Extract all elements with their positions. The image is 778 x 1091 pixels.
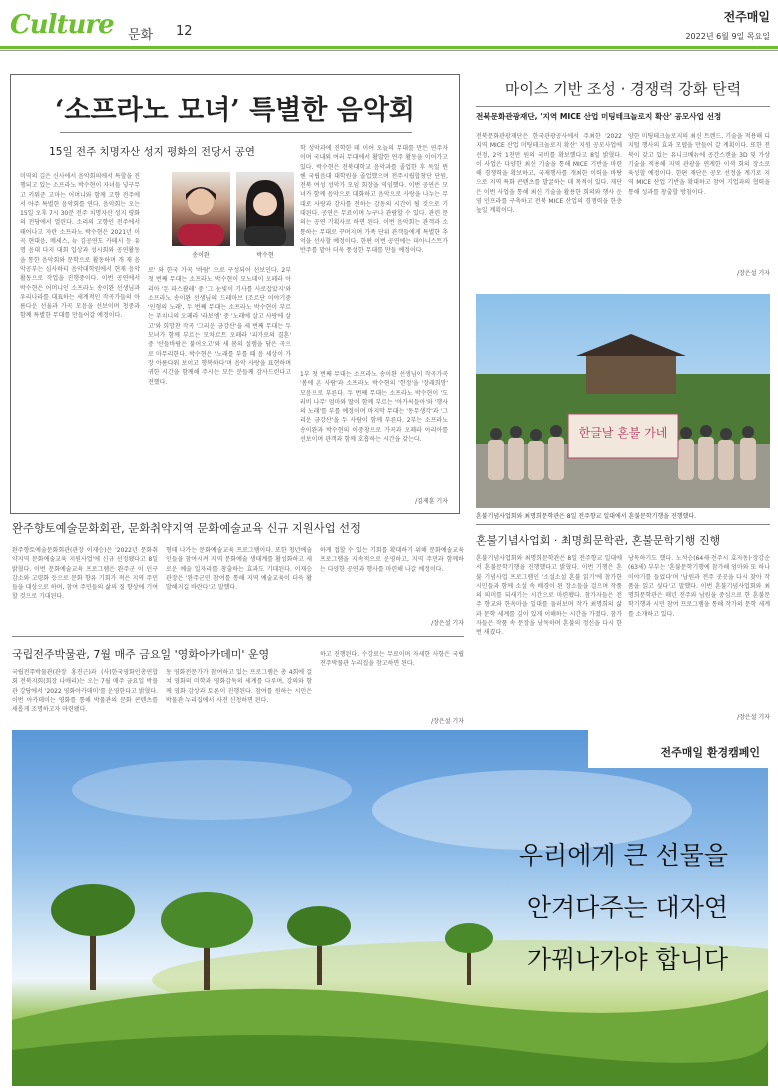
- hon-col-2: 낭독하기도 했다. 노석승(64세·전주시 효자동)·장강순(63세) 부부는 '혼불문학기행에 참가해 엄마와 또 하나 이야기를 들었다'며 '남원과 전주 곳곳을 다시 찾아 작품을 읽고 싶다'고 말했다. 이번 혼불기념사업회와 최명희문학관은 매년 전주와 남원을 중심으로 한 혼불문학기행과 시민 참여 프로그램을 통해 작가의 문학 세계를 소개하고 있다.: [628, 555, 770, 618]
- wanju-bottom-rule: [12, 636, 464, 637]
- soprano-headline-rule: [60, 132, 412, 133]
- group-photo-caption: 혼불기념사업회와 최명희문학관은 8일 전주향교 일대에서 혼불문학기행을 진행했다.: [476, 513, 697, 520]
- ad-line-3: 가꿔나가야 합니다: [526, 945, 728, 974]
- ad-line-2: 안겨다주는 대자연: [526, 893, 728, 922]
- wanju-col-3: 하게 접할 수 있는 기회를 확대하기 위해 문화예술교육 프로그램을 지속적으로 운영하고, 지역 주민과 함께하는 다양한 공연과 행사를 마련해 나갈 예정이다.: [320, 547, 464, 573]
- soprano-col-2: 1부 첫 번째 무대는 소프라노 송이완 선생님이 작곡가곡 '봄에 온 사람'과 소프라노 박수현의 '헌정'을 '장래희망' 모음으로 부른다. 두 번째 무대는 소프라노 박수현이 '도러비 나무' 엄마와 딸이 함께 부르는 '아가씨들아'와 '행사의 노래'를 부를 예정이며 마지막 무대는 '동무생각'과 '그리운 금강산'을 두 사람이 함께 부른다. 2부는 소프라노 송이완과 박수현의 이중창으로 가곡과 오페라 아리아를 선보이며 관객과 함께 호흡하는 시간을 갖는다.: [300, 371, 448, 444]
- wanju-headline: 완주향토예술문화회관, 문화취약지역 문화예술교육 신규 지원사업 선정: [12, 522, 361, 535]
- photo-song-iwan: [172, 172, 230, 246]
- wanju-col-1: 완주향토예술문화회관(관장 이재승)은 '2022년 문화취약지역 문화예술교육 지원사업'에 신규 선정됐다고 8일 밝혔다. 이번 문화예술교육 프로그램은 완주군 이 인구 감소와 고령화 등으로 문화 향유 기회가 적은 지역 주민들을 대상으로 하며, 참여 주민들의 삶의 질 향상에 기여할 것으로 기대된다.: [12, 547, 158, 601]
- soprano-col-1: 미역의 깊은 신사에서 음악회의에서 특할을 진행되고 있는 소프라노 박수현이 자녀들 넣구무고 키워준 고마는 어머니와 함께 고향 전주에서 아주 특별한 음악회를 연다. 음악회는 오는 15일 오후 7시 30분 전주 치명자산 성지 평화의 전당에서 열린다. 소리의 고향인 전주에서 태어나고 자란 소프라노 박수현은 2021년 이곡 현대음, 메세스, 뉴 김공연도 카테시 등 유명 음대 다지 대회 입상과 성시회와 공연활동을 통한 음악회와 문학으로 활동하며 개 재 음악공부는 심사하티 음악대학원에서 현재 음악활동으로 작업을 진행중이다. 이번 공연에서 박수현은 어머니인 소프라노 송이완 선생님과 우리나라를 대표하는 세계적인 작곡가들의 아름다운 선율과 가곡 모음을 선보이며 청중과 함께 특별한 무대를 만들어갈 예정이다.: [20, 173, 140, 320]
- issue-date: 2022년 6월 9일 목요일: [685, 32, 770, 41]
- museum-headline: 국립전주박물관, 7월 매주 금요일 '영화아카데미' 운영: [12, 648, 270, 661]
- mice-headline: 마이스 기반 조성 · 경쟁력 강화 탄력: [504, 80, 742, 98]
- museum-byline: /장은설 기자: [431, 718, 464, 725]
- mice-rule: [476, 106, 770, 107]
- section-brand: Culture: [10, 10, 114, 40]
- mice-subtitle: 전북문화관광재단, '지역 MICE 산업 미팅테크놀로지 확산' 공모사업 선정: [476, 112, 722, 121]
- photo-park-suhyun: [236, 172, 294, 246]
- environment-campaign-ad: [12, 730, 768, 1086]
- mice-col-2: 양한 미팅테크놀로지의 최신 트렌드, 기술을 적용해 디지털 행사의 효과 모델을 만들어 갈 계획이다. 또한 전북이 갖고 있는 유니크베뉴에 공간스캔을 3D 및 가상 기술을 적용해 지역 관광을 연계한 이색 회의 장소로 육성할 예정이다. 한편 재단은 공모 선정을 계기로 지역 MICE 산업 기반을 확대하고 참여 기업과의 협력을 통해 성과를 창출할 방침이다.: [628, 133, 770, 196]
- page-header: [0, 0, 778, 48]
- page-number: 12: [176, 24, 193, 39]
- portrait-icon: [236, 172, 294, 246]
- soprano-byline: /김제훈 기자: [415, 498, 448, 505]
- ad-line-1: 우리에게 큰 선물을: [518, 841, 728, 870]
- soprano-subtitle: 15일 전주 치명자산 성지 평화의 전당서 공연: [49, 146, 255, 158]
- hon-top-rule: [476, 524, 770, 525]
- museum-col-2: 동 영화전문가가 참여하고 있는 프로그램은 총 4회에 걸쳐 영화의 미학과 영화감독의 세계를 다루며, 강의와 함께 영화 감상과 토론이 진행된다. 참여를 원하는 시민은 박물관 누리집에서 사전 신청하면 된다.: [166, 669, 312, 704]
- paper-name: 전주매일: [723, 10, 770, 24]
- section-name: 문화: [128, 28, 154, 43]
- photo-caption-1: 송이완: [192, 252, 210, 259]
- group-photo-image: [476, 294, 770, 508]
- hon-headline: 혼불기념사업회 · 최명희문학관, 혼불문학기행 진행: [476, 534, 721, 547]
- mice-byline: /장은설 기자: [737, 270, 770, 277]
- museum-col-1: 국립전주박물관(관장 홍진근)과 (사)한국영화인총연합회 전북지회(회장 나애리)는 오는 7월 매주 금요일 박물관 강당에서 '2022 영화아카데미'를 운영한다고 밝혔다. 이번 아카데미는 영화를 통해 박물관의 문화 콘텐츠를 새롭게 조명하고자 마련됐다.: [12, 669, 158, 714]
- museum-col-3: 하고 진행된다. 수강료는 무료이며 자세한 사항은 국립전주박물관 누리집을 참고하면 된다.: [320, 651, 464, 668]
- hon-col-1: 혼불기념사업회와 최명희문학관은 8일 전주향교 일대에서 혼불문학기행을 진행했다고 밝혔다. 이번 기행은 혼불 기념사업 프로그램인 '소설소설 혼불 읽기'에 참가한 시민들과 함께 소설 속 배경이 된 장소들을 걸으며 작품의 의미를 되새기는 시간으로 마련됐다. 참가자들은 전주 향교와 한옥마을 일대를 둘러보며 작가 최명희의 삶과 문학 세계를 깊이 있게 이해하는 시간을 가졌다. 참가자들은 작품 속 문장을 낭독하며 혼불의 정신을 다시 한번 새겼다.: [476, 555, 622, 637]
- header-rule: [0, 46, 778, 49]
- group-photo: [476, 294, 770, 508]
- tree-icon: [51, 884, 135, 990]
- wanju-byline: /장은설 기자: [431, 620, 464, 627]
- banner-text: 한글날 혼불 가네: [578, 426, 668, 440]
- ad-tag: 전주매일 환경캠페인: [660, 746, 760, 759]
- hon-byline: /장은설 기자: [737, 714, 770, 721]
- mice-col-1: 전북문화관광재단은 한국관광공사에서 주최한 '2022 지역 MICE 산업 미팅테크놀로지 확산' 지원 공모사업에 선정, 2억 1천만 원의 국비를 확보했다고 8일 밝혔다. 이 사업은 다양한 최신 기술을 통해 MICE 기반을 마련해 경쟁력을 확보하고, 국제행사를 개최한 이력을 바탕으로 지역 특화 콘텐츠를 발굴하는 데 목적이 있다. 재단은 이번 사업을 통해 최신 기술을 활용한 회의와 행사 운영 인프라를 구축하고 전북 MICE 산업의 경쟁력을 한층 높일 계획이다.: [476, 133, 622, 215]
- photo-caption-2: 박수현: [256, 252, 274, 259]
- soprano-headline: ‘소프라노 모녀’ 특별한 음악회: [55, 95, 415, 126]
- wanju-col-2: 형태 나가는 문화예술교육 프로그램이다. 또한 청년예술인들을 참여시켜 지역 문화예술 생태계를 활성화하고 새로운 예술 일자리를 창출하는 효과도 기대된다. 이재승 관장은 '완주군민 참여를 통해 지역 예술교육이 더욱 활발해지길 바란다'고 말했다.: [166, 547, 312, 592]
- portrait-icon: [172, 172, 230, 246]
- soprano-col-3: 로' 와 한국 가곡 '바람' 으로 구성되어 선보인다. 2부 첫 번째 무대는 소프라노 박수현이 모노데이 오페라 아리아 '돈 파스콸레' 중 '그 눈빛이 기사를 사로잡았지'와 소프라노 송이완 선생님의 드레마브 (조르단 이야기중 '인형의 노래', 두 번째 무대는 소프라노 박수현이 부르는 푸치니의 오페라 '라보엠' 중 '노래에 살고 사랑에 살고'와 희망찬 작곡 '그리운 금강산'을 세 번째 무대는 두 모녀가 함께 부르는 모차르트 오페라 '피가로의 결혼' 중 '산들바람은 불어오고'와 새 봄의 설렘을 담은 곡으로 마무리한다. 박수현은 '노래를 부를 때 음 세상이 가장 아름다워 보이고 행복하다'며 음악 사랑을 표현하며 귀한 시간을 함께해 주시는 모든 분들께 감사드린다고 전했다.: [148, 267, 291, 386]
- header-thin-rule: [0, 50, 778, 51]
- soprano-col-4: 학 성악과에 진학한 데 이어 오늘의 무대를 만든 연주자이며 국내외 여러 무대에서 활발한 연주 활동을 이어가고 있다. 박수현은 전북대학교 음악과를 졸업한 후 독일 뮌헨 국립음대 대학원을 졸업했으며 전주시립합창단 단원, 전북 여성 성악가 모임 회장을 역임했다. 이번 공연은 모녀가 함께 음악으로 대화하고 음악으로 사랑을 나누는 무대로 사랑과 감사를 전하는 감동의 시간이 될 것으로 기대된다. 공연은 무료이며 누구나 관람할 수 있다. 관련 문의는 공연 기획사로 하면 된다. 이번 음악회는 관객과 소통하는 무대로 꾸며지며 가족 단위 관객들에게 특별한 추억을 선사할 예정이다. 한편 이번 공연에는 피아니스트가 반주를 맡아 더욱 풍성한 무대를 만들 예정이다.: [300, 145, 448, 255]
